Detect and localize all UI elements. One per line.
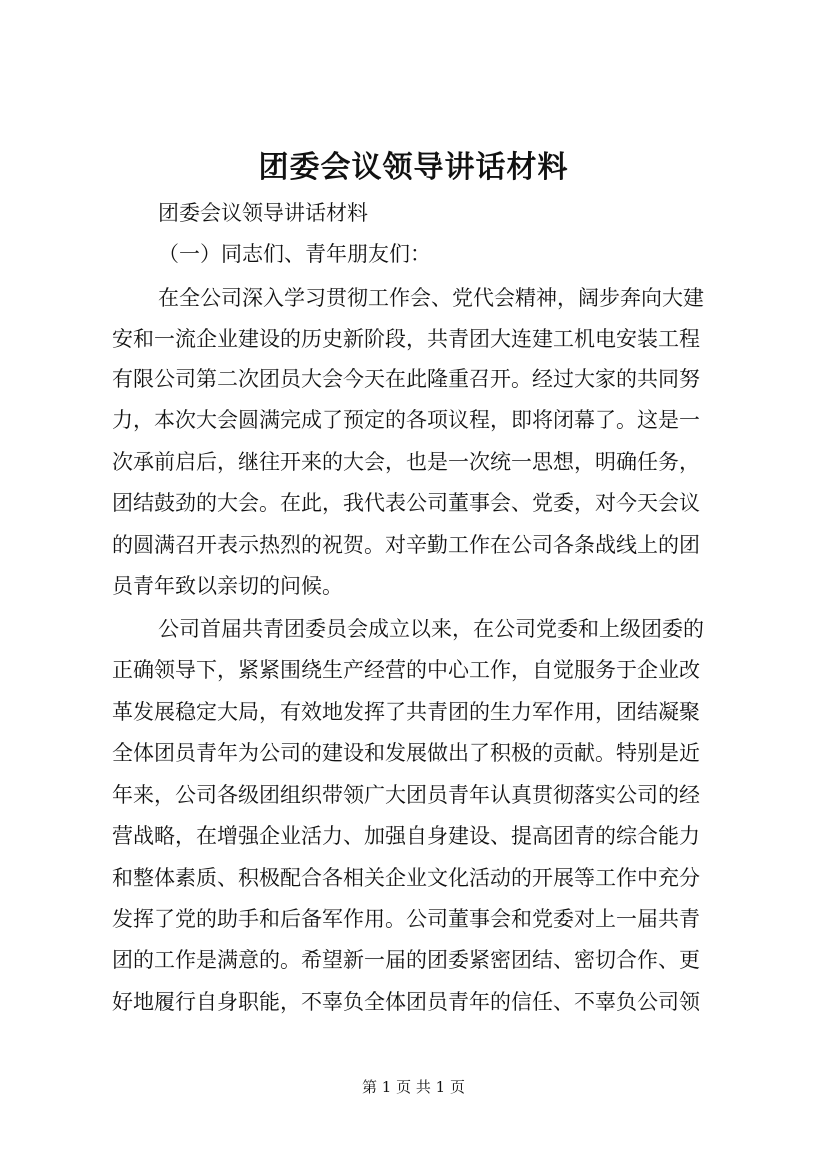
page-number-footer: 第 1 页 共 1 页 (362, 1078, 465, 1096)
paragraph-1-line-2: 安和一流企业建设的历史新阶段，共青团大连建工机电安装工程 (112, 327, 700, 351)
subtitle-line: 团委会议领导讲话材料 (158, 201, 368, 225)
paragraph-2-line-6: 营战略，在增强企业活力、加强自身建设、提高团青的综合能力 (112, 824, 700, 848)
paragraph-2-line-2: 正确领导下，紧紧围绕生产经营的中心工作，自觉服务于企业改 (112, 658, 700, 682)
salutation-line: （一）同志们、青年朋友们： (158, 242, 431, 266)
paragraph-2-line-4: 全体团员青年为公司的建设和发展做出了积极的贡献。特别是近 (112, 741, 700, 765)
paragraph-2-line-1: 公司首届共青团委员会成立以来，在公司党委和上级团委的 (158, 617, 704, 641)
paragraph-1-line-4: 力，本次大会圆满完成了预定的各项议程，即将闭幕了。这是一 (112, 408, 700, 432)
paragraph-2-line-7: 和整体素质、积极配合各相关企业文化活动的开展等工作中充分 (112, 866, 700, 890)
paragraph-1-line-3: 有限公司第二次团员大会今天在此隆重召开。经过大家的共同努 (112, 367, 700, 391)
paragraph-2-line-8: 发挥了党的助手和后备军作用。公司董事会和党委对上一届共青 (112, 907, 700, 931)
document-title: 团委会议领导讲话材料 (258, 150, 569, 185)
paragraph-2-line-5: 年来，公司各级团组织带领广大团员青年认真贯彻落实公司的经 (112, 783, 700, 807)
paragraph-1-line-5: 次承前启后，继往开来的大会，也是一次统一思想，明确任务， (112, 450, 700, 474)
paragraph-2-line-9: 团的工作是满意的。希望新一届的团委紧密团结、密切合作、更 (112, 948, 700, 972)
paragraph-1-line-6: 团结鼓劲的大会。在此，我代表公司董事会、党委，对今天会议 (112, 491, 700, 515)
paragraph-1-line-8: 员青年致以亲切的问候。 (112, 574, 343, 598)
paragraph-2-line-10: 好地履行自身职能，不辜负全体团员青年的信任、不辜负公司领 (112, 990, 700, 1014)
paragraph-1-line-7: 的圆满召开表示热烈的祝贺。对辛勤工作在公司各条战线上的团 (112, 533, 700, 557)
paragraph-1-line-1: 在全公司深入学习贯彻工作会、党代会精神，阔步奔向大建 (158, 286, 704, 310)
paragraph-2-line-3: 革发展稳定大局，有效地发挥了共青团的生力军作用，团结凝聚 (112, 700, 700, 724)
